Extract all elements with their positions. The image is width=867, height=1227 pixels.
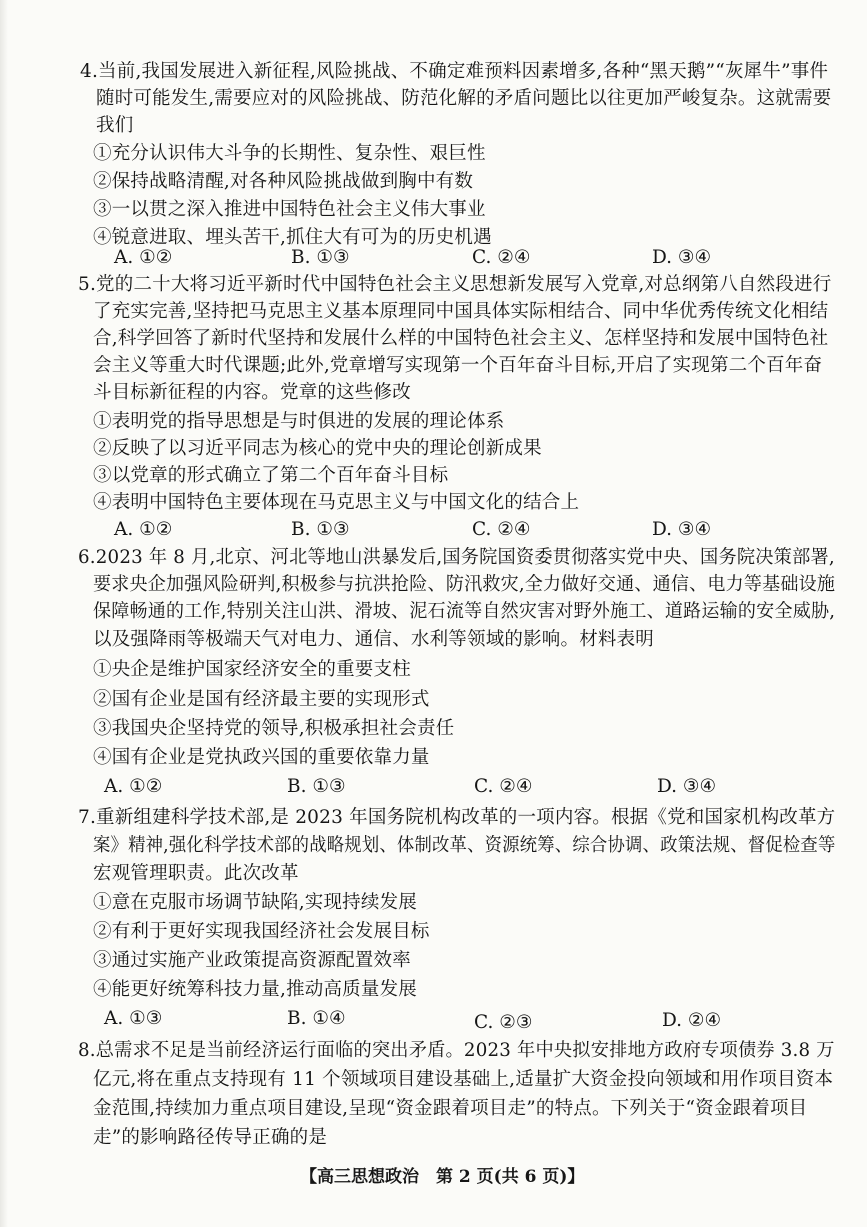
q7-option-a: A. ①③ [104,1008,163,1029]
q4-item-1: ①充分认识伟大斗争的长期性、复杂性、艰巨性 [93,143,486,164]
q5-item-4: ④表明中国特色主要体现在马克思主义与中国文化的结合上 [93,492,580,513]
q8-line-3: 金范围,持续加力重点项目建设,呈现“资金跟着项目走”的特点。下列关于“资金跟着项目 [93,1098,808,1119]
q5-item-1: ①表明党的指导思想是与时俱进的发展的理论体系 [93,411,505,432]
q6-item-2: ②国有企业是国有经济最主要的实现形式 [93,689,430,710]
q5-line-3: 合,科学回答了新时代坚持和发展什么样的中国特色社会主义、怎样坚持和发展中国特色社 [93,328,829,349]
q6-option-c: C. ②④ [474,776,533,797]
q5-option-b: B. ①③ [291,519,350,540]
q6-line-3: 保障畅通的工作,特别关注山洪、滑坡、泥石流等自然灾害对野外施工、道路运输的安全威胁, [93,601,836,622]
q4-option-c: C. ②④ [472,247,531,268]
q4-line-1: 4.当前,我国发展进入新征程,风险挑战、不确定难预料因素增多,各种“黑天鹅”“灰犀牛”事件 [80,61,829,82]
q4-item-2: ②保持战略清醒,对各种风险挑战做到胸中有数 [93,171,474,192]
q6-line-2: 要求央企加强风险研判,积极参与抗洪抢险、防汛救灾,全力做好交通、通信、电力等基础设施 [93,574,836,595]
q6-option-d: D. ③④ [657,776,717,797]
q5-line-4: 会主义等重大时代课题;此外,党章增写实现第一个百年奋斗目标,开启了实现第二个百年奋 [93,355,823,376]
q5-option-c: C. ②④ [472,519,531,540]
q7-item-2: ②有利于更好实现我国经济社会发展目标 [93,921,430,942]
q7-line-1: 7.重新组建科学技术部,是 2023 年国务院机构改革的一项内容。根据《党和国家机构改革方 [78,807,836,828]
q7-line-2: 案》精神,强化科学技术部的战略规划、体制改革、资源统筹、综合协调、政策法规、督促检查等 [93,835,836,856]
q7-option-b: B. ①④ [287,1008,346,1029]
q7-option-c: C. ②③ [474,1012,533,1033]
q7-option-d: D. ②④ [662,1010,722,1031]
q4-option-b: B. ①③ [291,247,350,268]
q5-option-d: D. ③④ [652,519,712,540]
q6-option-a: A. ①② [104,776,163,797]
q7-item-1: ①意在克服市场调节缺陷,实现持续发展 [93,892,417,913]
q8-line-1: 8.总需求不足是当前经济运行面临的突出矛盾。2023 年中央拟安排地方政府专项债券 3.8 万 [78,1040,835,1061]
q6-item-3: ③我国央企坚持党的领导,积极承担社会责任 [93,718,455,739]
q4-line-2: 随时可能发生,需要应对的风险挑战、防范化解的矛盾问题比以往更加严峻复杂。这就需要 [96,88,832,109]
q6-option-b: B. ①③ [287,776,346,797]
q6-line-1: 6.2023 年 8 月,北京、河北等地山洪暴发后,国务院国资委贯彻落实党中央、国务院决策部署, [78,547,835,568]
q4-line-3: 我们 [96,115,134,136]
q5-line-1: 5.党的二十大将习近平新时代中国特色社会主义思想新发展写入党章,对总纲第八自然段进行 [78,274,832,295]
q7-line-3: 宏观管理职责。此次改革 [93,863,299,884]
q5-item-2: ②反映了以习近平同志为核心的党中央的理论创新成果 [93,438,542,459]
q4-option-d: D. ③④ [652,247,712,268]
q7-item-4: ④能更好统筹科技力量,推动高质量发展 [93,979,417,1000]
q5-option-a: A. ①② [114,519,173,540]
q8-line-2: 亿元,将在重点支持现有 11 个领域项目建设基础上,适量扩大资金投向领域和用作项目资本 [93,1069,834,1090]
q5-line-5: 斗目标新征程的内容。党章的这些修改 [93,382,411,403]
q6-item-4: ④国有企业是党执政兴国的重要依靠力量 [93,747,430,768]
scan-edge [0,0,8,1227]
q5-item-3: ③以党章的形式确立了第二个百年奋斗目标 [93,465,449,486]
q6-item-1: ①央企是维护国家经济安全的重要支柱 [93,659,411,680]
page-footer: 【高三思想政治 第 2 页(共 6 页)】 [300,1167,585,1187]
q5-line-2: 了充实完善,坚持把马克思主义基本原理同中国具体实际相结合、同中华优秀传统文化相结 [93,301,829,322]
q4-option-a: A. ①② [114,247,173,268]
q6-line-4: 以及强降雨等极端天气对电力、通信、水利等领域的影响。材料表明 [93,629,655,650]
q8-line-4: 走”的影响路径传导正确的是 [93,1127,328,1148]
q7-item-3: ③通过实施产业政策提高资源配置效率 [93,950,411,971]
q4-item-3: ③一以贯之深入推进中国特色社会主义伟大事业 [93,199,486,220]
q4-item-4: ④锐意进取、埋头苦干,抓住大有可为的历史机遇 [93,227,492,248]
